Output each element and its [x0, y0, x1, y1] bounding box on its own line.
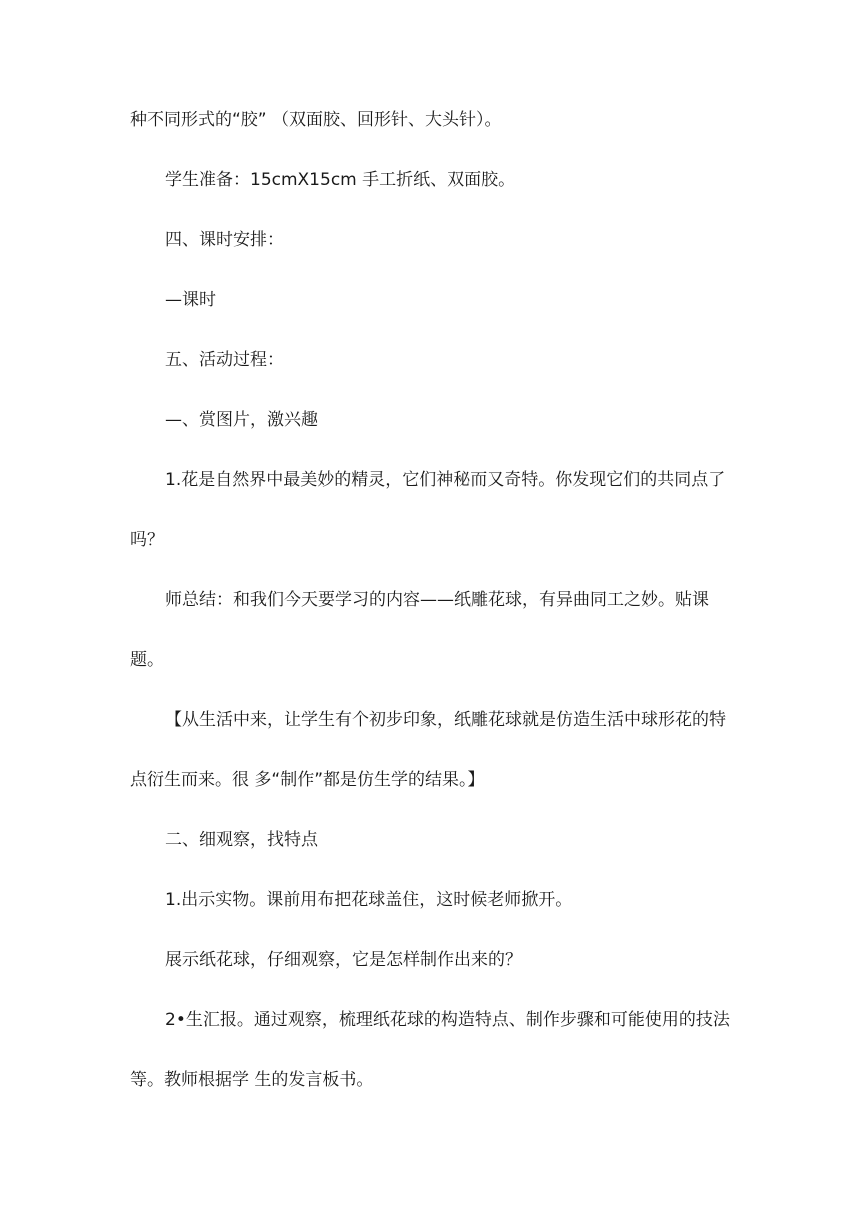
text-line: 种不同形式的“胶” （双面胶、回形针、大头针）。 — [130, 110, 502, 130]
text-line: —课时 — [165, 290, 216, 310]
text-line: 吗？ — [130, 530, 164, 550]
text-line: 1.花是自然界中最美妙的精灵，它们神秘而又奇特。你发现它们的共同点了 — [165, 470, 726, 490]
section-heading: 四、课时安排： — [165, 230, 284, 250]
text-line: 1.出示实物。课前用布把花球盖住，这时候老师掀开。 — [165, 890, 573, 910]
text-line: 【从生活中来，让学生有个初步印象，纸雕花球就是仿造生活中球形花的特 — [165, 710, 726, 730]
section-heading: 五、活动过程： — [165, 350, 284, 370]
text-line: 展示纸花球，仔细观察，它是怎样制作出来的？ — [165, 950, 522, 970]
text-line: 等。教师根据学 生的发言板书。 — [130, 1070, 374, 1090]
text-line: 师总结：和我们今天要学习的内容——纸雕花球，有异曲同工之妙。贴课 — [165, 590, 709, 610]
text-line: 题。 — [130, 650, 164, 670]
subsection-heading: 二、细观察，找特点 — [165, 830, 318, 850]
text-line: 点衍生而来。很 多“制作”都是仿生学的结果。】 — [130, 770, 485, 790]
subsection-heading: —、赏图片，激兴趣 — [165, 410, 318, 430]
text-line: 2•生汇报。通过观察，梳理纸花球的构造特点、制作步骤和可能使用的技法 — [165, 1010, 730, 1030]
text-line: 学生准备：15cmX15cm 手工折纸、双面胶。 — [165, 170, 516, 190]
